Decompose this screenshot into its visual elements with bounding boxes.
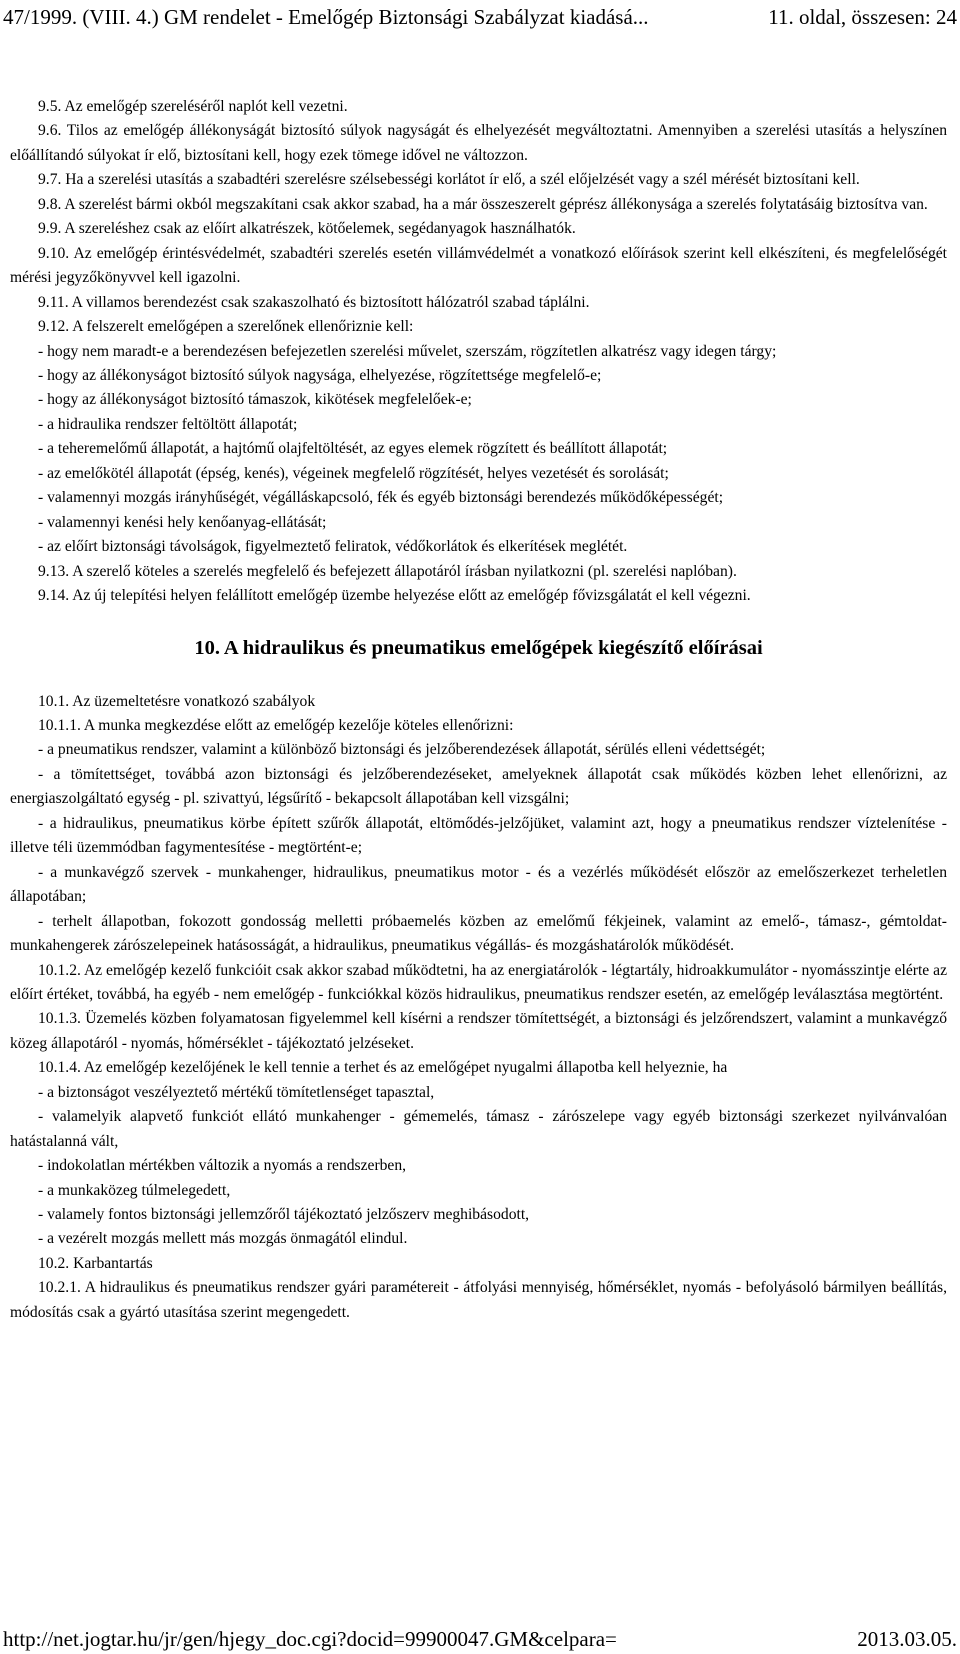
list-item: - az emelőkötél állapotát (épség, kenés), végeinek megfelelő rögzítését, helyes vezetését és sorolását; xyxy=(38,464,669,482)
list-item: - a biztonságot veszélyeztető mértékű tömítetlenséget tapasztal, xyxy=(38,1083,435,1101)
document-title: 47/1999. (VIII. 4.) GM rendelet - Emelőgép Biztonsági Szabályzat kiadásá... xyxy=(3,5,649,29)
paragraph: 9.8. A szerelést bármi okból megszakítani csak akkor szabad, ha a már összeszerelt géprész állékonysága a szerelés folytatásáig biztosítva van. xyxy=(38,195,928,213)
paragraph: 9.13. A szerelő köteles a szerelés megfelelő és befejezett állapotáról írásban nyilatkozni (pl. szerelési naplóban). xyxy=(38,562,737,580)
paragraph: 9.12. A felszerelt emelőgépen a szerelőnek ellenőriznie kell: xyxy=(38,318,414,336)
list-item: - a hidraulikus, pneumatikus körbe épített szűrők állapotát, eltömődés-jelzőjüket, valamint azt, hogy a pneumatikus rendszer víztelenítése - illetve téli üzemmódban fagymentesítése - megtörtént-e; xyxy=(10,814,947,857)
list-item: - a teheremelőmű állapotát, a hajtómű olajfeltöltését, az egyes elemek rögzített és beállított állapotát; xyxy=(38,440,668,458)
paragraph: 9.11. A villamos berendezést csak szakaszolható és biztosított hálózatról szabad táplálni. xyxy=(38,293,590,311)
paragraph: 10.1. Az üzemeltetésre vonatkozó szabályok xyxy=(38,692,316,710)
section-9-paragraphs xyxy=(10,95,947,609)
section-10-paragraphs xyxy=(10,690,947,1326)
list-item: - terhelt állapotban, fokozott gondosság melletti próbaemelés közben az emelőmű fékjeinek, valamint az emelő-, támasz-, gémtoldat-munkahengerek zárószelepeinek hatásosságát, a hidraulikus, pneumatikus végállás- és mozgáshatárolók működését. xyxy=(10,912,947,955)
paragraph: 10.1.1. A munka megkezdése előtt az emelőgép kezelője köteles ellenőrizni: xyxy=(38,716,514,734)
source-url[interactable]: http://net.jogtar.hu/jr/gen/hjegy_doc.cgi?docid=99900047.GM&celpara= xyxy=(3,1627,617,1651)
paragraph: 10.2.1. A hidraulikus és pneumatikus rendszer gyári paramétereit - átfolyási mennyiség, hőmérséklet, nyomás - befolyásoló bármilyen beállítás, módosítás csak a gyártó utasítása szerint megengedett. xyxy=(10,1279,947,1321)
page-indicator: 11. oldal, összesen: 24 xyxy=(768,5,957,29)
paragraph: 9.5. Az emelőgép szereléséről naplót kell vezetni. xyxy=(38,98,348,115)
paragraph: 10.1.4. Az emelőgép kezelőjének le kell tennie a terhet és az emelőgépet nyugalmi állapotba kell helyeznie, ha xyxy=(38,1059,728,1077)
list-item: - a munkavégző szervek - munkahenger, hidraulikus, pneumatikus motor - és a vezérlés működését először az emelőszerkezet terheletlen állapotában; xyxy=(10,863,947,906)
list-item: - a munkaközeg túlmelegedett, xyxy=(38,1181,231,1199)
list-item: - hogy az állékonyságot biztosító súlyok nagysága, elhelyezése, rögzítettsége megfelelő-e; xyxy=(38,366,602,384)
section-heading: 10. A hidraulikus és pneumatikus emelőgépek kiegészítő előírásai xyxy=(194,636,763,659)
list-item: - a hidraulika rendszer feltöltött állapotát; xyxy=(38,415,298,433)
paragraph: 10.2. Karbantartás xyxy=(38,1254,153,1272)
list-item: - a pneumatikus rendszer, valamint a különböző biztonsági és jelzőberendezések állapotát, sérülés elleni védettségét; xyxy=(38,741,766,759)
paragraph: 9.9. A szereléshez csak az előírt alkatrészek, kötőelemek, segédanyagok használhatók. xyxy=(38,220,576,238)
paragraph: 10.1.2. Az emelőgép kezelő funkcióit csak akkor szabad működtetni, ha az energiatárolók - légtartály, hidroakkumulátor - nyomásszintje elérte az előírt értéket, továbbá, ha egyéb - nem emelőgép - funkciókkal közös hidraulikus, pneumatikus rendszer esetén, az emelőgép leválasztása megtörtént. xyxy=(10,961,947,1003)
print-date: 2013.03.05. xyxy=(857,1627,957,1651)
list-item: - valamennyi kenési hely kenőanyag-ellátását; xyxy=(38,513,327,531)
list-item: - valamennyi mozgás irányhűségét, végálláskapcsoló, fék és egyéb biztonsági berendezés működőképességét; xyxy=(38,489,724,507)
paragraph: 9.10. Az emelőgép érintésvédelmét, szabadtéri szerelés esetén villámvédelmét a vonatkozó előírások szerint kell elkészíteni, és megfelelőségét mérési jegyzőkönyvvel kell igazolni. xyxy=(10,244,947,287)
list-item: - valamelyik alapvető funkciót ellátó munkahenger - gémemelés, támasz - zárószelepe vagy egyéb biztonsági szerkezet nyilvánvalóan hatástalanná vált, xyxy=(10,1108,947,1150)
paragraph: 9.7. Ha a szerelési utasítás a szabadtéri szerelésre szélsebességi korlátot ír elő, a szél előjelzését vagy a szél mérését biztosítani kell. xyxy=(38,171,860,189)
list-item: - a vezérelt mozgás mellett más mozgás önmagától elindul. xyxy=(38,1230,408,1248)
list-item: - hogy az állékonyságot biztosító támaszok, kikötések megfelelőek-e; xyxy=(38,391,472,409)
page-header xyxy=(3,4,957,30)
list-item: - hogy nem maradt-e a berendezésen befejezetlen szerelési művelet, szerszám, rögzítetlen alkatrész vagy idegen tárgy; xyxy=(38,342,777,360)
list-item: - a tömítettséget, továbbá azon biztonsági és jelzőberendezéseket, amelyeknek állapotát csak működés közben lehet ellenőrizni, az energiaszolgáltató egység - pl. szivattyú, légsűrítő - bekapcsolt állapotában kell vizsgálni; xyxy=(10,765,947,808)
page-footer xyxy=(3,1626,957,1652)
document-body xyxy=(10,95,947,1325)
list-item: - indokolatlan mértékben változik a nyomás a rendszerben, xyxy=(38,1157,407,1175)
list-item: - valamely fontos biztonsági jellemzőről tájékoztató jelzőszerv meghibásodott, xyxy=(38,1206,530,1224)
paragraph: 9.6. Tilos az emelőgép állékonyságát biztosító súlyok nagyságát és elhelyezését megváltoztatni. Amennyiben a szerelési utasítás a helyszínen előállítandó súlyokat ír elő, biztosítani kell, hogy ezek tömege idővel ne változzon. xyxy=(10,122,947,164)
list-item: - az előírt biztonsági távolságok, figyelmeztető feliratok, védőkorlátok és elkerítések meglétét. xyxy=(38,538,628,556)
paragraph: 9.14. Az új telepítési helyen felállított emelőgép üzembe helyezése előtt az emelőgép fővizsgálatát el kell végezni. xyxy=(38,587,751,605)
paragraph: 10.1.3. Üzemelés közben folyamatosan figyelemmel kell kísérni a rendszer tömítettségét, a biztonsági és jelzőrendszert, valamint a munkavégző közeg állapotáról - nyomás, hőmérséklet - tájékoztató jelzéseket. xyxy=(10,1010,947,1052)
